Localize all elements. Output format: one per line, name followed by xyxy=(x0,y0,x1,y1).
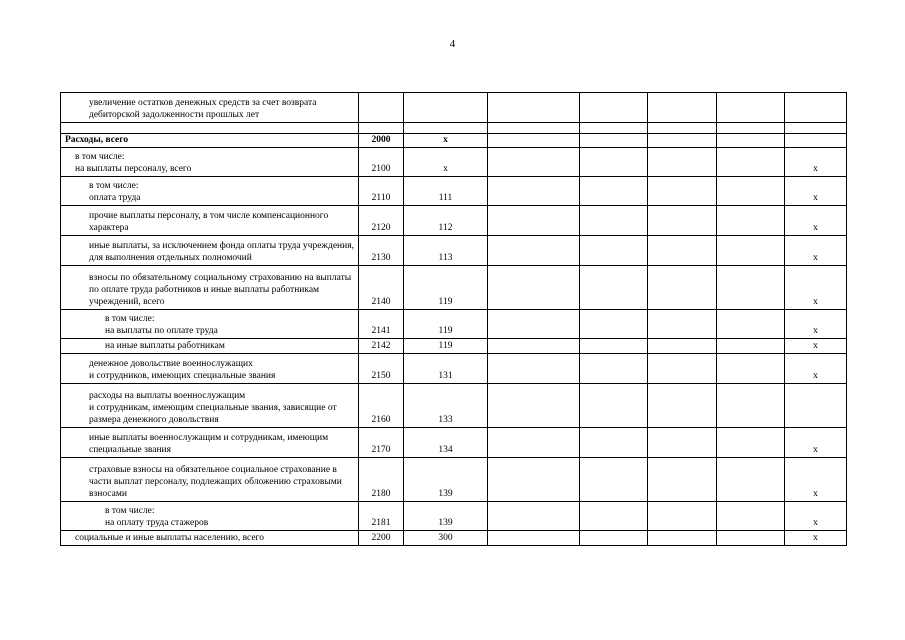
row-kbk-cell: 133 xyxy=(404,384,488,428)
row-kbk-cell: 113 xyxy=(404,236,488,266)
row-kbk-cell: 119 xyxy=(404,266,488,310)
table-body xyxy=(61,93,847,546)
row-code-cell: 2000 xyxy=(359,134,404,148)
row-code-cell: 2150 xyxy=(359,354,404,384)
row-name-cell: прочие выплаты персоналу, в том числе компенсационного характера xyxy=(61,206,359,236)
value-cell xyxy=(648,206,717,236)
row-name-cell: взносы по обязательному социальному страхованию на выплаты по оплате труда работников и иные выплаты работникам учреждений, всего xyxy=(61,266,359,310)
row-code-cell: 2180 xyxy=(359,458,404,502)
row-kbk-cell: x xyxy=(404,134,488,148)
value-cell xyxy=(488,266,580,310)
value-cell xyxy=(648,134,717,148)
value-cell xyxy=(488,310,580,339)
table-row xyxy=(61,428,847,458)
value-cell xyxy=(648,502,717,531)
table-row xyxy=(61,236,847,266)
row-name-cell: денежное довольствие военнослужащих и сотрудников, имеющих специальные звания xyxy=(61,354,359,384)
row-last-cell xyxy=(785,93,847,123)
table-row xyxy=(61,266,847,310)
row-code-cell xyxy=(359,93,404,123)
row-kbk-cell: 111 xyxy=(404,177,488,206)
value-cell xyxy=(580,354,648,384)
value-cell xyxy=(488,384,580,428)
value-cell xyxy=(648,148,717,177)
value-cell xyxy=(717,310,785,339)
row-last-cell: x xyxy=(785,177,847,206)
row-code-cell: 2140 xyxy=(359,266,404,310)
value-cell xyxy=(488,123,580,134)
value-cell xyxy=(488,93,580,123)
value-cell xyxy=(717,458,785,502)
value-cell xyxy=(580,206,648,236)
row-name-cell: в том числе: на выплаты по оплате труда xyxy=(61,310,359,339)
row-name-cell: в том числе: оплата труда xyxy=(61,177,359,206)
value-cell xyxy=(717,123,785,134)
value-cell xyxy=(648,310,717,339)
value-cell xyxy=(717,236,785,266)
table-row xyxy=(61,177,847,206)
row-last-cell: x xyxy=(785,531,847,546)
row-last-cell: x xyxy=(785,428,847,458)
table-row xyxy=(61,93,847,123)
row-kbk-cell: 119 xyxy=(404,339,488,354)
row-last-cell xyxy=(785,384,847,428)
row-name-cell: иные выплаты, за исключением фонда оплаты труда учреждения, для выполнения отдельных полномочий xyxy=(61,236,359,266)
value-cell xyxy=(648,177,717,206)
value-cell xyxy=(717,354,785,384)
table-row xyxy=(61,123,847,134)
row-kbk-cell xyxy=(404,123,488,134)
budget-table xyxy=(60,92,847,546)
value-cell xyxy=(580,177,648,206)
row-kbk-cell: x xyxy=(404,148,488,177)
value-cell xyxy=(488,134,580,148)
row-name-cell: Расходы, всего xyxy=(61,134,359,148)
row-name-cell: в том числе: на оплату труда стажеров xyxy=(61,502,359,531)
value-cell xyxy=(580,236,648,266)
row-last-cell: x xyxy=(785,236,847,266)
row-code-cell: 2160 xyxy=(359,384,404,428)
value-cell xyxy=(717,148,785,177)
row-last-cell: x xyxy=(785,148,847,177)
table-row xyxy=(61,531,847,546)
table-row xyxy=(61,502,847,531)
row-code-cell: 2110 xyxy=(359,177,404,206)
row-kbk-cell: 112 xyxy=(404,206,488,236)
table-row xyxy=(61,134,847,148)
value-cell xyxy=(488,177,580,206)
value-cell xyxy=(648,428,717,458)
value-cell xyxy=(580,134,648,148)
value-cell xyxy=(717,93,785,123)
row-name-cell: в том числе: на выплаты персоналу, всего xyxy=(61,148,359,177)
table-row xyxy=(61,339,847,354)
row-kbk-cell: 119 xyxy=(404,310,488,339)
value-cell xyxy=(648,123,717,134)
row-kbk-cell: 300 xyxy=(404,531,488,546)
value-cell xyxy=(580,123,648,134)
value-cell xyxy=(717,339,785,354)
value-cell xyxy=(717,502,785,531)
row-code-cell: 2200 xyxy=(359,531,404,546)
row-name-cell: социальные и иные выплаты населению, всего xyxy=(61,531,359,546)
value-cell xyxy=(580,339,648,354)
value-cell xyxy=(648,384,717,428)
value-cell xyxy=(648,236,717,266)
value-cell xyxy=(488,458,580,502)
row-code-cell xyxy=(359,123,404,134)
row-last-cell: x xyxy=(785,339,847,354)
value-cell xyxy=(580,384,648,428)
row-kbk-cell: 131 xyxy=(404,354,488,384)
value-cell xyxy=(717,384,785,428)
value-cell xyxy=(648,93,717,123)
value-cell xyxy=(648,354,717,384)
value-cell xyxy=(488,354,580,384)
row-kbk-cell: 134 xyxy=(404,428,488,458)
table-row xyxy=(61,458,847,502)
value-cell xyxy=(580,266,648,310)
row-last-cell xyxy=(785,134,847,148)
row-kbk-cell xyxy=(404,93,488,123)
row-kbk-cell: 139 xyxy=(404,502,488,531)
table-row xyxy=(61,384,847,428)
row-name-cell: расходы на выплаты военнослужащим и сотрудникам, имеющим специальные звания, зависящие от размера денежного довольствия xyxy=(61,384,359,428)
row-last-cell: x xyxy=(785,206,847,236)
value-cell xyxy=(580,458,648,502)
row-name-cell: увеличение остатков денежных средств за счет возврата дебиторской задолженности прошлых лет xyxy=(61,93,359,123)
table-row xyxy=(61,354,847,384)
value-cell xyxy=(717,134,785,148)
row-name-cell: на иные выплаты работникам xyxy=(61,339,359,354)
value-cell xyxy=(580,148,648,177)
row-code-cell: 2181 xyxy=(359,502,404,531)
value-cell xyxy=(488,206,580,236)
value-cell xyxy=(580,428,648,458)
row-name-cell: иные выплаты военнослужащим и сотрудникам, имеющим специальные звания xyxy=(61,428,359,458)
row-kbk-cell: 139 xyxy=(404,458,488,502)
page-number: 4 xyxy=(449,38,456,50)
row-last-cell: x xyxy=(785,310,847,339)
value-cell xyxy=(580,531,648,546)
value-cell xyxy=(717,428,785,458)
value-cell xyxy=(648,531,717,546)
value-cell xyxy=(488,339,580,354)
value-cell xyxy=(717,206,785,236)
row-code-cell: 2170 xyxy=(359,428,404,458)
value-cell xyxy=(717,531,785,546)
value-cell xyxy=(488,502,580,531)
value-cell xyxy=(648,458,717,502)
table-row xyxy=(61,310,847,339)
table-row xyxy=(61,206,847,236)
row-code-cell: 2120 xyxy=(359,206,404,236)
row-last-cell: x xyxy=(785,354,847,384)
value-cell xyxy=(580,310,648,339)
row-last-cell: x xyxy=(785,266,847,310)
value-cell xyxy=(488,531,580,546)
value-cell xyxy=(488,236,580,266)
row-code-cell: 2141 xyxy=(359,310,404,339)
value-cell xyxy=(580,502,648,531)
value-cell xyxy=(488,428,580,458)
row-name-cell xyxy=(61,123,359,134)
value-cell xyxy=(580,93,648,123)
row-name-cell: страховые взносы на обязательное социальное страхование в части выплат персоналу, подлежащих обложению страховыми взносами xyxy=(61,458,359,502)
value-cell xyxy=(648,266,717,310)
value-cell xyxy=(488,148,580,177)
row-last-cell: x xyxy=(785,502,847,531)
row-last-cell: x xyxy=(785,458,847,502)
table-row xyxy=(61,148,847,177)
value-cell xyxy=(717,266,785,310)
value-cell xyxy=(717,177,785,206)
row-code-cell: 2142 xyxy=(359,339,404,354)
row-code-cell: 2100 xyxy=(359,148,404,177)
value-cell xyxy=(648,339,717,354)
row-code-cell: 2130 xyxy=(359,236,404,266)
row-last-cell xyxy=(785,123,847,134)
